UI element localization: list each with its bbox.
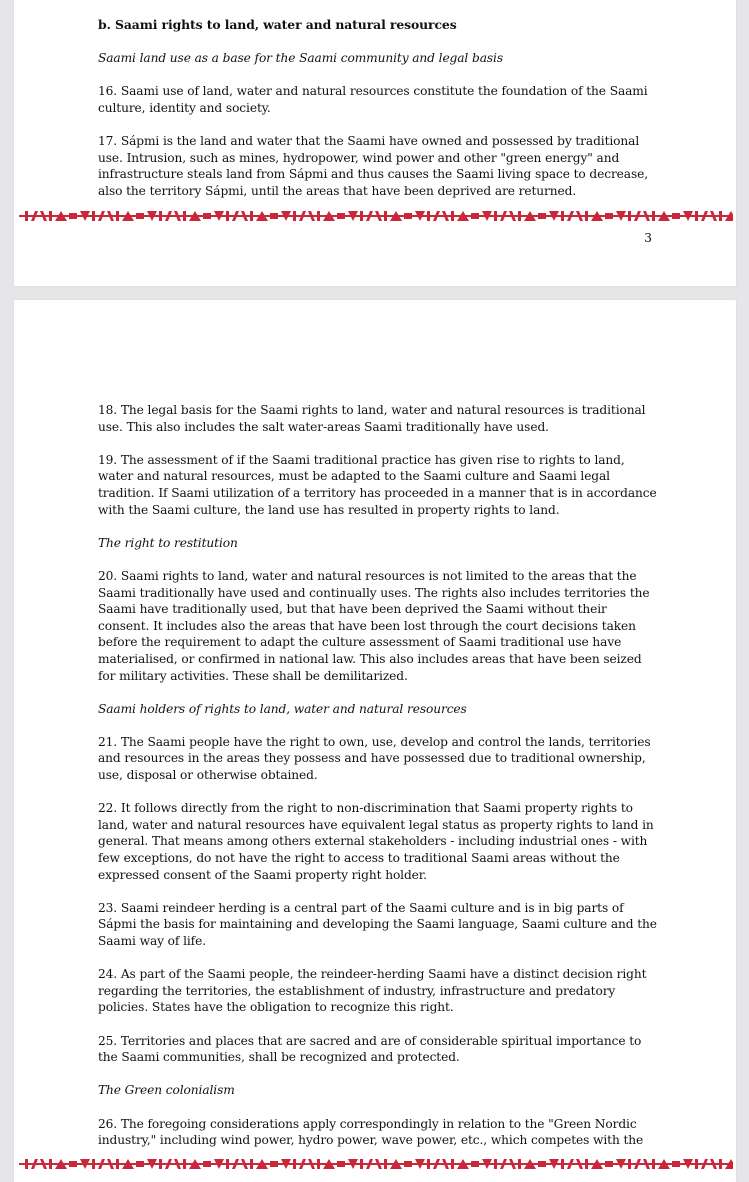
- section-subheading: Saami land use as a base for the Saami community and legal basis: [98, 51, 503, 66]
- paragraph-22: 22. It follows directly from the right to non-discrimination that Saami property rights to land, water and natural resources have equivalent legal status as property rights to land in general. That means among others external stakeholders - including industrial ones - with few exceptions, do not have the right to access to traditional Saami areas without the expressed consent of the Saami property right holder.: [98, 801, 654, 882]
- paragraph-20: 20. Saami rights to land, water and natural resources is not limited to the areas that the Saami traditionally have used and continually uses. The rights also includes territories the Saami have traditionally used, but that have been deprived the Saami without their consent. It includes also the areas that have been lost through the court decisions taken before the requirement to adapt the culture assessment of Saami traditional use have materialised, or confirmed in national law. This also includes areas that have been seized for military activities. These shall be demilitarized.: [98, 568, 650, 683]
- paragraph-18: 18. The legal basis for the Saami rights to land, water and natural resources is traditional use. This also includes the salt water-areas Saami traditionally have used.: [98, 403, 646, 434]
- paragraph-24: 24. As part of the Saami people, the reindeer-herding Saami have a distinct decision right regarding the territories, the establishment of industry, infrastructure and predatory policies. States have the obligation to recognize this right.: [98, 967, 647, 1015]
- document-page-3: [14, 0, 736, 286]
- page-3-content: [98, 17, 658, 216]
- page-4-content: [98, 402, 658, 1165]
- paragraph-26: 26. The foregoing considerations apply correspondingly in relation to the "Green Nordic industry," including wind power, hydro power, wave power, etc., which competes with the: [98, 1116, 644, 1148]
- decorative-pattern-divider: [19, 1158, 733, 1170]
- paragraph-17: 17. Sápmi is the land and water that the Saami have owned and possessed by traditional use. Intrusion, such as mines, hydropower, wind power and other "green energy" and infrastructure steals land from Sápmi and thus causes the Saami living space to decrease, also the territory Sápmi, until the areas that have been deprived are returned.: [98, 134, 648, 198]
- paragraph-19: 19. The assessment of if the Saami traditional practice has given rise to rights to land, water and natural resources, must be adapted to the Saami culture and Saami legal tradition. If Saami utilization of a territory has proceeded in a manner that is in accordance with the Saami culture, the land use has resulted in property rights to land.: [98, 452, 657, 517]
- document-page-4: [14, 300, 736, 1182]
- page-number: 3: [644, 231, 652, 245]
- paragraph-21: 21. The Saami people have the right to own, use, develop and control the lands, territories and resources in the areas they possess and have possessed due to traditional ownership, use, disposal or otherwise obtained.: [98, 734, 651, 783]
- section-subheading: The right to restitution: [98, 535, 238, 550]
- section-subheading: Saami holders of rights to land, water and natural resources: [98, 701, 467, 716]
- paragraph-23: 23. Saami reindeer herding is a central part of the Saami culture and is in big parts of Sápmi the basis for maintaining and developing the Saami language, Saami culture and the Saami way of life.: [98, 900, 657, 948]
- paragraph-25: 25. Territories and places that are sacred and are of considerable spiritual importance to the Saami communities, shall be recognized and protected.: [98, 1033, 642, 1065]
- decorative-pattern-divider: [19, 210, 733, 222]
- paragraph-16: 16. Saami use of land, water and natural resources constitute the foundation of the Saami culture, identity and society.: [98, 84, 648, 115]
- section-heading: b. Saami rights to land, water and natural resources: [98, 17, 457, 32]
- section-subheading: The Green colonialism: [98, 1083, 235, 1098]
